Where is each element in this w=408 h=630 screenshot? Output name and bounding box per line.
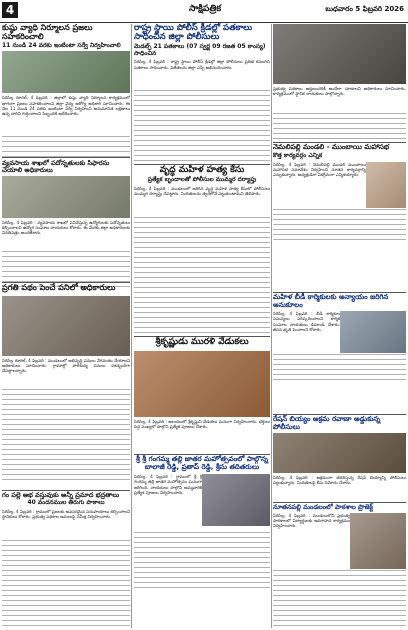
article-photo bbox=[2, 176, 130, 218]
article-ration-rice bbox=[273, 416, 406, 499]
column-divider bbox=[271, 24, 272, 628]
article-body: సిరిసిల్ల, 4 ఫిబ్రవరి : గ్రామంలో ప్రజలకు అవసరమైన సదుపాయాలు కల్పించాలని స్థానికులు కోరారు. ప్రభుత్వ పథకాల అమలుపై సమీక్ష నిర్వహించారు. bbox=[2, 509, 130, 520]
article-photo bbox=[340, 311, 406, 353]
article-body: సిరిసిల్ల రూరల్, 4 ఫిబ్రవరి : జిల్లాలో కుష్ఠు వ్యాధి నిర్మూలన కార్యక్రమంలో భాగంగా ప్రజలు సహకరించాలని జిల్లా వైద్య ఆరోగ్య అధికారి సూచించారు. ఈ నెల 11 నుండి 24 వరకు ఇంటింటా సర్వే నిర్వహించి అనుమానిత లక్షణాలు ఉన్న వారిని గుర్తించాలని సిబ్బందికి ఆదేశించారు. bbox=[2, 95, 130, 116]
article-text-block bbox=[273, 354, 406, 382]
article-headline: నూతనపల్లి మండలంలో పాఠశాల ప్రొజెక్ట్ bbox=[273, 503, 373, 511]
article-photo bbox=[134, 351, 270, 417]
article-text-block bbox=[134, 217, 270, 337]
article-agriculture bbox=[2, 160, 130, 287]
portrait-photo bbox=[366, 162, 406, 208]
article-text-block bbox=[134, 532, 270, 588]
article-body: సిరిసిల్ల, 4 ఫిబ్రవరి : వ్యవసాయ శాఖలో పనిచేస్తున్న ఉద్యోగులకు పదోన్నతులు కల్పించాలని ఉద్యోగ సంఘాల నాయకులు కోరారు. ఈ మేరకు జిల్లా అధికారులకు వినతిపత్రం అందజేశారు. bbox=[2, 220, 130, 236]
article-body: సిరిసిల్ల, 4 ఫిబ్రవరి : గ్రామంలో శ్రీ శ్రీ గంగమ్మ తల్లి జాతర మహోత్సవం ఘనంగా జరిగింది. నాయకులు పాల్గొని అమ్మవారికి ప్రత్యేక పూజలు నిర్వహించారు. bbox=[134, 474, 202, 495]
article-subheadline: 40 వందనముల తిరుగు పాఠాలు bbox=[27, 499, 105, 507]
article-school bbox=[273, 504, 406, 630]
dateline: బుధవారం 5 ఫిబ్రవరి 2026 bbox=[325, 5, 404, 13]
article-body: సిరిసిల్ల, 4 ఫిబ్రవరి : రాష్ట్ర స్థాయి పోలీస్ క్రీడల్లో జిల్లా పోలీసులు ప్రతిభ కనబరిచి పతకాలు సాధించారు. విజేతలను జిల్లా ఎస్పీ అభినందించారు. bbox=[134, 59, 270, 70]
article-headline: వృద్ధ మహిళ హత్య కేసు bbox=[159, 165, 245, 175]
article-subheadline: కొత్త కార్యవర్గం ఎన్నిక bbox=[273, 151, 323, 159]
article-photo bbox=[273, 24, 406, 84]
article-headline: శ్రీకృష్ణుడు మురళి వేడుకలు bbox=[155, 337, 249, 347]
article-police-sports bbox=[134, 24, 270, 164]
article-headline: మహిళ బీడీ కార్మికులకు అన్యాయం జరిగిన అనుకూలం bbox=[273, 293, 389, 309]
article-text-block bbox=[273, 209, 406, 243]
article-photo bbox=[350, 513, 406, 569]
article-jatara bbox=[134, 456, 270, 588]
article-text-block bbox=[273, 570, 406, 630]
article-text-block bbox=[2, 540, 130, 626]
article-subheadline: మెడల్స్ 21 పతకాలు (07 స్వర్ణ 09 రజత 05 కాంస్య) సాధించిన bbox=[134, 42, 266, 57]
article-body: సిరిసిల్ల, 4 ఫిబ్రవరి : నెమలిపల్లి మండలి ముంబాయి మహాసభ సమావేశం నిర్వహించి నూతన కార్యవర్గాన్ని ఎన్నుకున్నారు. అధ్యక్షుడిగా ఏకగ్రీవంగా ఎన్నికయ్యారు. bbox=[273, 161, 366, 177]
article-photo bbox=[273, 433, 406, 473]
article-body: సిరిసిల్ల, 4 ఫిబ్రవరి : మండలంలోని ప్రభుత్వ పాఠశాలలో విద్యార్థులకు అవగాహన కార్యక్రమం నిర్వహించారు. bbox=[273, 513, 350, 529]
article-body: సిరిసిల్ల, 4 ఫిబ్రవరి : మండలంలో జరిగిన వృద్ధ మహిళ హత్య కేసులో పోలీసులు ముమ్మర దర్యాప్తు చేపట్టారు. నిందితులను త్వరలోనే పట్టుకుంటామని తెలిపారు. bbox=[134, 185, 270, 196]
article-subheadline: ప్రత్యేక బృందాలతో పోలీసుల ముమ్మర దర్యాప్తు bbox=[147, 175, 257, 183]
column-divider bbox=[131, 24, 132, 628]
article-headline: కుష్ఠు వ్యాధి నిర్మూలన ప్రజలు సహకరించాలి bbox=[2, 23, 93, 41]
article-headline: వ్యవసాయ శాఖలో పదోన్నతులకు సిఫారసు చేయాలి అధికారులు bbox=[2, 159, 110, 175]
article-body: సిరిసిల్ల, 4 ఫిబ్రవరి : అక్రమంగా తరలిస్తున్న రేషన్ బియ్యాన్ని పోలీసులు పట్టుకున్నారు. నిందితులపై కేసు నమోదు చేశారు. bbox=[273, 475, 406, 486]
article-photo bbox=[202, 474, 270, 526]
article-festival bbox=[134, 338, 270, 449]
article-headline: నెమలిపల్లి మండలి - ముంబాయి మహాసభ bbox=[273, 143, 390, 151]
page-header bbox=[0, 0, 408, 23]
article-headline: ప్రగతి పథం పెంచే పనిలో అధికారులు bbox=[2, 283, 116, 292]
article-beedi-workers bbox=[273, 294, 406, 382]
masthead: సాక్షిపత్రిక bbox=[188, 4, 222, 14]
article-text-block bbox=[134, 90, 270, 164]
article-body: సిరిసిల్ల, 4 ఫిబ్రవరి : ఆలయంలో శ్రీకృష్ణుని వేడుకలు ఘనంగా నిర్వహించారు. భక్తులు పెద్ద సంఖ్యలో పాల్గొని ప్రత్యేక పూజలు చేశారు. bbox=[134, 418, 270, 429]
article-headline: శ్రీ శ్రీ గంగమ్మ తల్లి జాతర మహోత్సవంలో పాల్గొన్న బాలాజీ రెడ్డి, ప్రతాప్ రెడ్డి, శ్రీను తదితరులు bbox=[135, 455, 269, 471]
article-subheadline: 11 నుండి 24 వరకు ఇంటింటా సర్వే నిర్వహించాలి bbox=[2, 41, 121, 49]
page-number: 4 bbox=[2, 2, 18, 18]
article-text-block bbox=[2, 389, 130, 481]
article-headline: గం పల్లె అభ వస్తువుకు అన్నీ ప్రమాద భద్రతాలు bbox=[2, 491, 120, 499]
article-progress bbox=[2, 284, 130, 481]
article-leprosy bbox=[2, 24, 130, 160]
article-photo bbox=[2, 51, 130, 93]
article-mumbai-sabha bbox=[273, 144, 406, 243]
article-schemes bbox=[273, 24, 406, 139]
article-murder-case bbox=[134, 166, 270, 337]
divider bbox=[2, 157, 130, 158]
article-headline: రేషన్ బియ్యం అక్రమ రవాణా అడ్డుకున్న పోలీసులు bbox=[273, 415, 381, 431]
article-headline: రాష్ట్ర స్థాయి పోలీస్ క్రీడల్లో పతకాలు సాధించిన జిల్లా పోలీసులు bbox=[134, 23, 253, 43]
article-text-block bbox=[273, 113, 406, 139]
article-body: సిరిసిల్ల రూరల్, 4 ఫిబ్రవరి : మండలంలో అభివృద్ధి పనులు వేగవంతం చేయాలని అధికారులు సూచించారు. గ్రామాల్లో పారిశుధ్య పనులు పకడ్బందీగా చేపట్టాలన్నారు. bbox=[2, 357, 130, 373]
article-village bbox=[2, 492, 130, 626]
article-body: ప్రభుత్వ పథకాలు అర్హులందరికీ అందేలా చూడాలని అధికారులు సూచించారు. కార్యక్రమంలో స్థానిక నాయకులు పాల్గొన్నారు. bbox=[273, 86, 406, 97]
article-photo bbox=[2, 296, 130, 356]
article-body: సిరిసిల్ల, 4 ఫిబ్రవరి : బీడీ కార్మికుల సమస్యలు పరిష్కరించాలని కార్మిక సంఘాల నాయకులు డిమాండ్ చేశారు. జీవన భృతి పెంచాలని కోరారు. bbox=[273, 311, 340, 332]
